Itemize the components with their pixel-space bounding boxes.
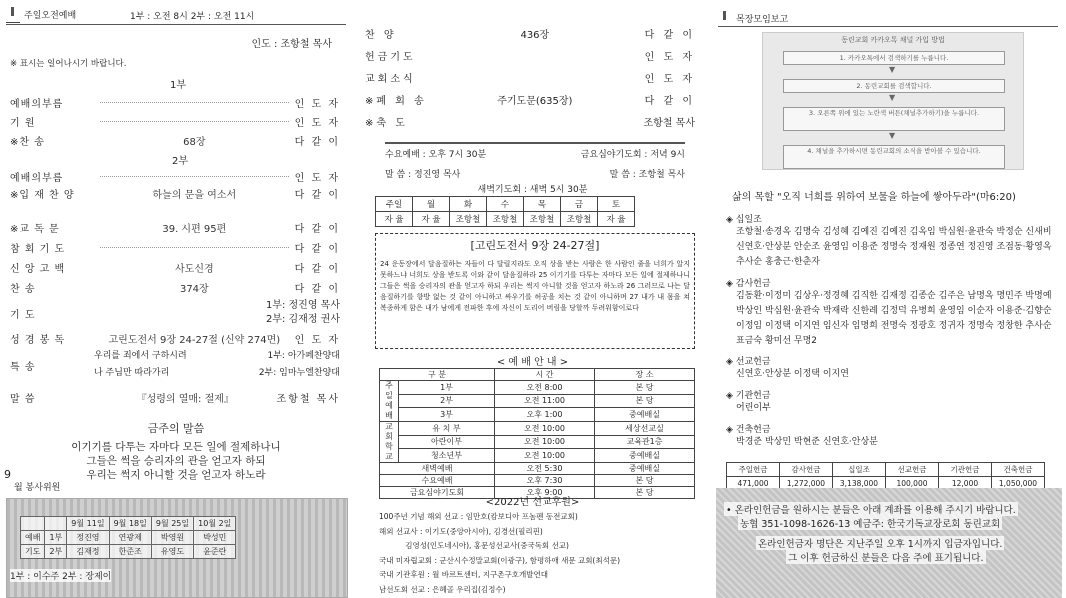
table-cell: 10월 2일 bbox=[194, 517, 236, 531]
table-cell: 오전 8:00 bbox=[495, 381, 595, 395]
header-title: 목장모임보고 bbox=[736, 15, 789, 25]
order-label: ※찬 송 bbox=[10, 136, 45, 148]
order-row bbox=[10, 168, 340, 184]
panel3-header bbox=[718, 10, 788, 27]
table-cell: 중예배실 bbox=[595, 463, 695, 475]
offering-section bbox=[726, 276, 1056, 349]
table-cell: 한준조 bbox=[109, 545, 151, 559]
prayer-row bbox=[10, 299, 340, 327]
dawn-prayer: 새벽기도회 : 새벽 5시 30분 bbox=[477, 185, 588, 195]
special-choir1: 1부: 아가페찬양대 bbox=[267, 351, 340, 361]
order-row: 찬 양 436장 다 같 이 bbox=[365, 29, 695, 41]
table-cell: 교육관1층 bbox=[595, 435, 695, 449]
order-row bbox=[10, 259, 340, 275]
table-cell: 오전 10:00 bbox=[495, 449, 595, 463]
table-row bbox=[380, 463, 695, 475]
section-heading: ◈ 건축헌금 bbox=[726, 425, 771, 435]
table-cell: 오전 10:00 bbox=[495, 422, 595, 436]
table-cell: 십일조 bbox=[833, 463, 886, 477]
schedule-table bbox=[379, 368, 695, 499]
prayer-line2: 2부: 김재정 권사 bbox=[265, 314, 340, 325]
leader-label: 인도 : 조항철 목사 bbox=[251, 39, 332, 50]
order-mid: 68장 bbox=[183, 136, 206, 148]
table-cell: 본 당 bbox=[595, 394, 695, 408]
table-cell: 오전 11:00 bbox=[495, 394, 595, 408]
table-cell: 기도 bbox=[21, 545, 45, 559]
table-cell: 오전 5:30 bbox=[495, 463, 595, 475]
table-cell: 박영원 bbox=[151, 531, 193, 545]
table-cell: 화 bbox=[450, 197, 487, 212]
church-logo-icon bbox=[718, 10, 732, 27]
leader-dots bbox=[100, 101, 289, 103]
list-item: 김영성(인도네시아), 홍문성선교사(중국독회 선교) bbox=[379, 541, 569, 550]
order-row bbox=[10, 185, 340, 201]
donor-names: 어린이부 bbox=[736, 403, 771, 413]
midweek-services bbox=[385, 147, 685, 160]
list-item: 남선도회 선교 : 은혜골 우리집(김정수) bbox=[379, 584, 506, 594]
table-row bbox=[380, 394, 695, 408]
order-row: ※축 도 조항철 목사 bbox=[365, 117, 695, 129]
order-row: 교회소식 인 도 자 bbox=[365, 73, 695, 85]
theme-verse: 삶의 목할 "오직 너희를 위하여 보물을 하늘에 쌓아두라"(마6:20) bbox=[732, 192, 1016, 203]
weekly-verse-title: 금주의 말씀 bbox=[147, 422, 205, 435]
header-divider bbox=[718, 26, 1058, 27]
donor-names: 김동환·이정미 김상우·정경혜 김직한 김재정 김종순 김주은 남명옥 명민주 박명예 박상인 박심원·윤관숙 박재락 신한례 김정덕 유병희 윤영임 이순자 이용준·김향순 이정임 이정택 이지연 임신자 임명희 전명숙 정광호 정귀자 정명숙 정창한 추사순 표금숙 황미선 무명2 bbox=[736, 291, 1052, 346]
order-row bbox=[10, 132, 340, 148]
table-cell: 본 당 bbox=[595, 381, 695, 395]
table-row bbox=[21, 545, 236, 559]
mission-list bbox=[379, 510, 620, 597]
table-cell: 1,272,000 bbox=[780, 477, 833, 491]
order-right: 다 같 이 bbox=[294, 243, 340, 255]
section-heading: ◈ 선교헌금 bbox=[726, 357, 771, 367]
special-song1: 우리를 죄에서 구하시려 bbox=[94, 351, 187, 361]
panel-worship-order bbox=[0, 0, 352, 598]
panel1-header bbox=[6, 6, 76, 22]
table-row bbox=[380, 408, 695, 422]
table-cell: 금요심야기도회 bbox=[380, 487, 495, 499]
table-cell: 오전 10:00 bbox=[495, 435, 595, 449]
friday-preacher: 말 씀 : 조항철 목사 bbox=[609, 170, 685, 180]
table-row bbox=[380, 381, 695, 395]
order-label: 예배의부름 bbox=[10, 98, 64, 110]
arrow-down-icon: ▼ bbox=[889, 131, 896, 140]
church-logo-icon bbox=[6, 6, 20, 23]
weekly-verse-line: 그들은 썩을 승리자의 관을 얻고자 하되 bbox=[86, 455, 266, 467]
order-row bbox=[10, 113, 340, 129]
table-cell: 1,050,000 bbox=[992, 477, 1045, 491]
order-label: 기 원 bbox=[10, 117, 36, 129]
table-cell: 연광제 bbox=[109, 531, 151, 545]
order-row bbox=[10, 219, 340, 235]
table-cell bbox=[45, 517, 67, 531]
table-cell: 중예배실 bbox=[595, 449, 695, 463]
order-label: 특 송 bbox=[10, 361, 36, 373]
service-times: 1부 : 오전 8시 2부 : 오전 11시 bbox=[130, 12, 255, 22]
order-right: 다 같 이 bbox=[294, 223, 340, 235]
friday-service: 금요심야기도회 : 저녁 9시 bbox=[580, 150, 685, 160]
order-mid: 하늘의 문을 여소서 bbox=[152, 189, 237, 201]
table-cell: 장 소 bbox=[595, 369, 695, 381]
order-right: 다 같 이 bbox=[294, 263, 340, 275]
sermon-title: 『성령의 열매: 절제』 bbox=[136, 393, 234, 405]
weekly-verse bbox=[0, 420, 352, 482]
table-cell: 구 분 bbox=[380, 369, 495, 381]
table-row bbox=[380, 369, 695, 381]
table-cell: 수 bbox=[487, 197, 524, 212]
section-heading: ◈ 십일조 bbox=[726, 215, 762, 225]
panel-offering-report bbox=[712, 0, 1066, 598]
table-cell: 중예배실 bbox=[595, 408, 695, 422]
table-cell: 김재정 bbox=[67, 545, 109, 559]
table-cell: 금 bbox=[561, 197, 598, 212]
donor-names: 신연호·안상분 이정택 이지연 bbox=[736, 369, 849, 379]
table-row bbox=[380, 422, 695, 436]
order-row: ※폐 회 송 주기도문(635장) 다 같 이 bbox=[365, 95, 695, 107]
arrow-down-icon: ▼ bbox=[889, 93, 896, 102]
table-row bbox=[21, 531, 236, 545]
order-row bbox=[10, 94, 340, 110]
offering-section bbox=[726, 422, 1056, 450]
table-cell: 유영도 bbox=[151, 545, 193, 559]
special-row bbox=[10, 348, 340, 382]
kakao-guide-title: 동린교회 카카오톡 채널 가입 방법 bbox=[841, 36, 945, 44]
table-cell: 아란이부 bbox=[399, 435, 495, 449]
order-mid: 374장 bbox=[179, 283, 209, 295]
table-cell: 100,000 bbox=[886, 477, 939, 491]
online-giving-note: 온라인헌금자 명단은 지난주일 오후 1시까지 입금자입니다. bbox=[756, 536, 1004, 550]
kakao-step: 4. 채널을 추가하시면 동린교회의 소식을 받아볼 수 있습니다. bbox=[783, 145, 1005, 169]
order-right: 인 도 자 bbox=[294, 334, 340, 346]
dawn-prayer-table bbox=[375, 196, 635, 227]
donor-names: 조항철·송경옥 김명숙 김성혜 김예진 김예진 김옥임 박심원·윤관숙 박정순 신새비 신연호·안상분 안순조 윤영임 이용준 정명숙 정재원 정종연 정진영 조점동·황영옥 추사순 홍충근·한춘자 bbox=[736, 227, 1052, 267]
table-cell: 오후 9:00 bbox=[495, 487, 595, 499]
schedule-title: < 예 배 안 내 > bbox=[496, 357, 569, 368]
online-giving-box bbox=[716, 488, 1062, 598]
offering-section bbox=[726, 388, 1056, 416]
volunteer-footer: 1부 : 이수주 2부 : 장제이 bbox=[10, 569, 111, 582]
order-right: 조항철 목사 bbox=[276, 393, 340, 405]
table-cell: 조항철 bbox=[487, 212, 524, 227]
volunteer-table bbox=[20, 516, 236, 559]
list-item: 해외 선교사 : 이기도(중앙아시아), 김경선(필리핀) bbox=[379, 526, 543, 536]
scripture-text: 24 운동장에서 달음질하는 자들이 다 달릴지라도 오직 상을 받는 사람은 한 사람인 줄을 너희가 알지 못하느냐 너희도 상을 받도록 이와 같이 달음질하라 25 이기기를 다투는 자마다 모든 일에 절제하나니 그들은 썩을 승리자의 관을 얻고자 하되 우리는 썩지 아니할 것을 얻고자 하노라 26 그러므로 나는 달음질하기를 향방 없는 것 같이 아니하고 싸우기를 허공을 치는 것 같이 아니하며 27 내가 내 몸을 쳐 복종하게 함은 내가 남에게 전파한 후에 자신이 도리어 버림을 당할까 두려워함이로다 bbox=[380, 260, 690, 312]
prayer-line1: 1부: 정진영 목사 bbox=[265, 300, 340, 311]
table-cell: 본 당 bbox=[595, 475, 695, 487]
table-cell: 9월 18일 bbox=[109, 517, 151, 531]
list-item: 100주년 기념 해외 선교 : 임만호(캄보디아 프놈펜 동전교회) bbox=[379, 512, 578, 521]
order-right: 인 도 자 bbox=[294, 172, 340, 184]
header-title: 주일오전예배 bbox=[24, 10, 77, 21]
leader-dots bbox=[100, 246, 289, 248]
wednesday-service: 수요예배 : 오후 7시 30분 bbox=[385, 150, 487, 160]
table-cell: 조항철 bbox=[561, 212, 598, 227]
offering-section bbox=[726, 212, 1056, 270]
order-label: ※입 재 찬 양 bbox=[10, 189, 75, 201]
midweek-preachers bbox=[385, 167, 685, 180]
reading-row bbox=[10, 330, 340, 346]
bank-account: 농협 351-1098-1626-13 예금주: 한국기독교장로회 동린교회 bbox=[738, 516, 1002, 530]
table-cell: 자 율 bbox=[376, 212, 413, 227]
kakao-step: 1. 카카오톡에서 검색하기를 누릅니다. bbox=[783, 51, 1005, 65]
kakao-step: 2. 동린교회를 검색합니다. bbox=[783, 79, 1005, 93]
table-cell: 수요예배 bbox=[380, 475, 495, 487]
table-cell: 박성민 bbox=[194, 531, 236, 545]
table-cell: 기관헌금 bbox=[939, 463, 992, 477]
table-row bbox=[380, 475, 695, 487]
leader-dots bbox=[100, 175, 289, 177]
order-label: 말 씀 bbox=[10, 393, 36, 405]
table-cell: 2부 bbox=[45, 545, 67, 559]
table-row bbox=[380, 435, 695, 449]
table-cell: 오후 1:00 bbox=[495, 408, 595, 422]
table-cell: 주일예배 bbox=[380, 381, 399, 422]
table-cell: 청소년부 bbox=[399, 449, 495, 463]
online-giving-note: 그 이후 헌금하신 분들은 다음 주에 표기됩니다. bbox=[786, 550, 986, 564]
table-cell: 윤준란 bbox=[194, 545, 236, 559]
order-label: 기 도 bbox=[10, 309, 36, 321]
table-cell: 토 bbox=[598, 197, 635, 212]
header-divider bbox=[6, 24, 346, 25]
table-cell: 본 당 bbox=[595, 487, 695, 499]
order-label: 찬 송 bbox=[10, 283, 36, 295]
table-cell: 오후 7:30 bbox=[495, 475, 595, 487]
stand-note: ※ 표시는 일어나시기 바랍니다. bbox=[10, 59, 127, 69]
table-cell: 시 간 bbox=[495, 369, 595, 381]
divider bbox=[385, 142, 685, 144]
table-cell: 조항철 bbox=[524, 212, 561, 227]
order-row bbox=[10, 279, 340, 295]
order-right: 인 도 자 bbox=[294, 98, 340, 110]
table-row bbox=[376, 197, 635, 212]
panel-worship-info bbox=[355, 0, 710, 598]
list-item: 국내 기관후원 : 월 바르트센터, 지구촌구호개발연대 bbox=[379, 570, 548, 579]
sermon-row bbox=[10, 389, 340, 405]
order-mid: 고린도전서 9장 24-27절 (신약 274면) bbox=[108, 334, 281, 346]
table-cell: 정진영 bbox=[67, 531, 109, 545]
order-mid: 39. 시편 95편 bbox=[162, 223, 227, 235]
offering-totals-table bbox=[726, 462, 1045, 491]
special-choir2: 2부: 임마누엘찬양대 bbox=[258, 368, 340, 378]
service1-label: 1부 bbox=[170, 80, 187, 91]
table-cell: 9월 11일 bbox=[67, 517, 109, 531]
list-item: 국내 미자립교회 : 군산시수정말교회(이광구), 함평하애 새문 교회(최석문) bbox=[379, 555, 621, 565]
table-row bbox=[21, 517, 236, 531]
table-cell: 1부 bbox=[45, 531, 67, 545]
order-right: 인 도 자 bbox=[294, 117, 340, 129]
table-cell: 월 bbox=[413, 197, 450, 212]
leader-dots bbox=[100, 120, 289, 122]
table-cell: 유 치 부 bbox=[399, 422, 495, 436]
donor-names: 박경준 박상민 박현준 신연호·안상분 bbox=[736, 437, 878, 447]
table-row bbox=[376, 212, 635, 227]
scripture-title: [고린도전서 9장 24-27절] bbox=[470, 239, 600, 252]
table-cell: 세상선교실 bbox=[595, 422, 695, 436]
wednesday-preacher: 말 씀 : 정진영 목사 bbox=[385, 170, 461, 180]
table-cell bbox=[21, 517, 45, 531]
kakao-step: 3. 오른쪽 위에 있는 노란색 버튼(채널추가하기)을 누릅니다. bbox=[783, 107, 1005, 131]
mission-title: <2022년 선교후원> bbox=[485, 497, 580, 508]
table-cell: 조항철 bbox=[450, 212, 487, 227]
table-cell: 새벽예배 bbox=[380, 463, 495, 475]
table-cell: 3,138,000 bbox=[833, 477, 886, 491]
order-label: 예배의부름 bbox=[10, 172, 64, 184]
table-cell: 주일헌금 bbox=[727, 463, 780, 477]
online-giving-line: • 온라인헌금을 원하시는 분들은 아래 계좌를 이용해 주시기 바랍니다. bbox=[724, 502, 1018, 516]
table-row bbox=[380, 449, 695, 463]
table-cell: 선교헌금 bbox=[886, 463, 939, 477]
table-cell: 자 율 bbox=[413, 212, 450, 227]
table-row bbox=[727, 463, 1045, 477]
table-cell: 목 bbox=[524, 197, 561, 212]
table-cell: 자 율 bbox=[598, 212, 635, 227]
order-label: 신 앙 고 백 bbox=[10, 263, 66, 275]
table-cell: 1부 bbox=[399, 381, 495, 395]
weekly-verse-line: 우리는 썩지 아니할 것을 얻고자 하노라 bbox=[86, 469, 266, 481]
page-number: 9 bbox=[4, 468, 11, 481]
offering-section bbox=[726, 354, 1056, 382]
table-cell: 건축헌금 bbox=[992, 463, 1045, 477]
table-cell: 주일 bbox=[376, 197, 413, 212]
service2-label: 2부 bbox=[172, 156, 189, 167]
order-right: 다 같 이 bbox=[294, 136, 340, 148]
order-right: 다 같 이 bbox=[294, 283, 340, 295]
table-cell: 교회학교 bbox=[380, 422, 399, 463]
order-row: 헌금기도 인 도 자 bbox=[365, 51, 695, 63]
scripture-box bbox=[375, 233, 695, 349]
section-heading: ◈ 기관헌금 bbox=[726, 391, 771, 401]
kakao-channel-guide bbox=[762, 32, 1024, 170]
order-label: 참 회 기 도 bbox=[10, 243, 66, 255]
order-label: ※교 독 문 bbox=[10, 223, 60, 235]
order-right: 다 같 이 bbox=[294, 189, 340, 201]
order-label: 성 경 봉 독 bbox=[10, 334, 66, 346]
table-cell: 2부 bbox=[399, 394, 495, 408]
weekly-verse-line: 이기기를 다투는 자마다 모든 일에 절제하나니 bbox=[71, 441, 281, 453]
special-song2: 나 주님만 따라가리 bbox=[94, 368, 170, 378]
table-cell: 감사헌금 bbox=[780, 463, 833, 477]
arrow-down-icon: ▼ bbox=[889, 65, 896, 74]
volunteer-title: 월 봉사위원 bbox=[14, 483, 61, 493]
order-row bbox=[10, 239, 340, 255]
section-heading: ◈ 감사헌금 bbox=[726, 279, 771, 289]
table-cell: 3부 bbox=[399, 408, 495, 422]
table-cell: 12,000 bbox=[939, 477, 992, 491]
table-cell: 9월 25일 bbox=[151, 517, 193, 531]
table-cell: 471,000 bbox=[727, 477, 780, 491]
table-cell: 예배 bbox=[21, 531, 45, 545]
order-mid: 사도신경 bbox=[175, 263, 214, 275]
